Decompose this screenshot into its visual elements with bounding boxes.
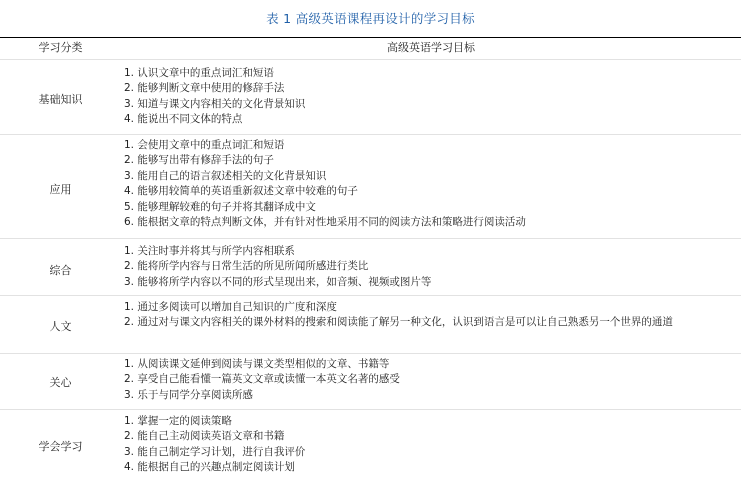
goal-list <box>124 414 724 476</box>
row-divider <box>0 409 741 410</box>
goal-item: 3. 能用自己的语言叙述相关的文化背景知识 <box>124 169 327 182</box>
row-divider <box>0 59 741 60</box>
table-caption: 表 1 高级英语课程再设计的学习目标 <box>266 11 475 26</box>
goal-item: 2. 能够判断文章中使用的修辞手法 <box>124 82 285 95</box>
goal-item: 3. 能自己制定学习计划，进行自我评价 <box>124 445 306 458</box>
row-category: 关心 <box>49 376 72 389</box>
goal-item: 1. 关注时事并将其与所学内容相联系 <box>124 245 295 257</box>
goal-list <box>124 138 724 230</box>
goal-item: 2. 享受自己能看懂一篇英文文章或读懂一本英文名著的感受 <box>124 373 400 386</box>
header-goals: 高级英语学习目标 <box>387 41 475 54</box>
goal-item: 1. 掌握一定的阅读策略 <box>124 415 232 427</box>
goal-list <box>124 357 724 403</box>
row-category: 基础知识 <box>38 93 83 106</box>
goal-list <box>124 244 724 290</box>
row-category: 综合 <box>49 264 72 277</box>
row-category: 学会学习 <box>38 440 83 453</box>
goal-item: 6. 能根据文章的特点判断文体，并有针对性地采用不同的阅读方法和策略进行阅读活动 <box>124 216 526 229</box>
goal-item: 2. 能自己主动阅读英语文章和书籍 <box>124 430 285 443</box>
goal-item: 2. 能够写出带有修辞手法的句子 <box>124 154 274 167</box>
goal-item: 1. 通过多阅读可以增加自己知识的广度和深度 <box>124 301 337 313</box>
header-category: 学习分类 <box>38 41 83 54</box>
row-divider <box>0 295 741 296</box>
goal-item: 3. 能够将所学内容以不同的形式呈现出来，如音频、视频或图片等 <box>124 275 432 288</box>
row-category: 人文 <box>49 320 72 333</box>
goal-item: 4. 能说出不同文体的特点 <box>124 113 243 126</box>
row-divider <box>0 238 741 239</box>
goal-item: 2. 能将所学内容与日常生活的所见所闻所感进行类比 <box>124 260 369 273</box>
goal-item: 1. 认识文章中的重点词汇和短语 <box>124 67 274 79</box>
goal-item: 1. 会使用文章中的重点词汇和短语 <box>124 139 285 151</box>
goal-list <box>124 66 724 128</box>
goal-item: 3. 乐于与同学分享阅读所感 <box>124 388 253 401</box>
goal-item: 5. 能够理解较难的句子并将其翻译成中文 <box>124 200 316 213</box>
row-category: 应用 <box>49 183 72 196</box>
goal-item: 4. 能根据自己的兴趣点制定阅读计划 <box>124 461 295 474</box>
row-divider <box>0 353 741 354</box>
goal-item: 3. 知道与课文内容相关的文化背景知识 <box>124 97 306 110</box>
goal-item: 2. 通过对与课文内容相关的课外材料的搜索和阅读能了解另一种文化，认识到语言是可以让自己熟悉另一个世界的通道 <box>124 316 673 329</box>
row-divider <box>0 134 741 135</box>
goal-item: 1. 从阅读课文延伸到阅读与课文类型相似的文章、书籍等 <box>124 358 390 370</box>
goal-list <box>124 300 724 331</box>
goal-item: 4. 能够用较简单的英语重新叙述文章中较难的句子 <box>124 185 358 198</box>
